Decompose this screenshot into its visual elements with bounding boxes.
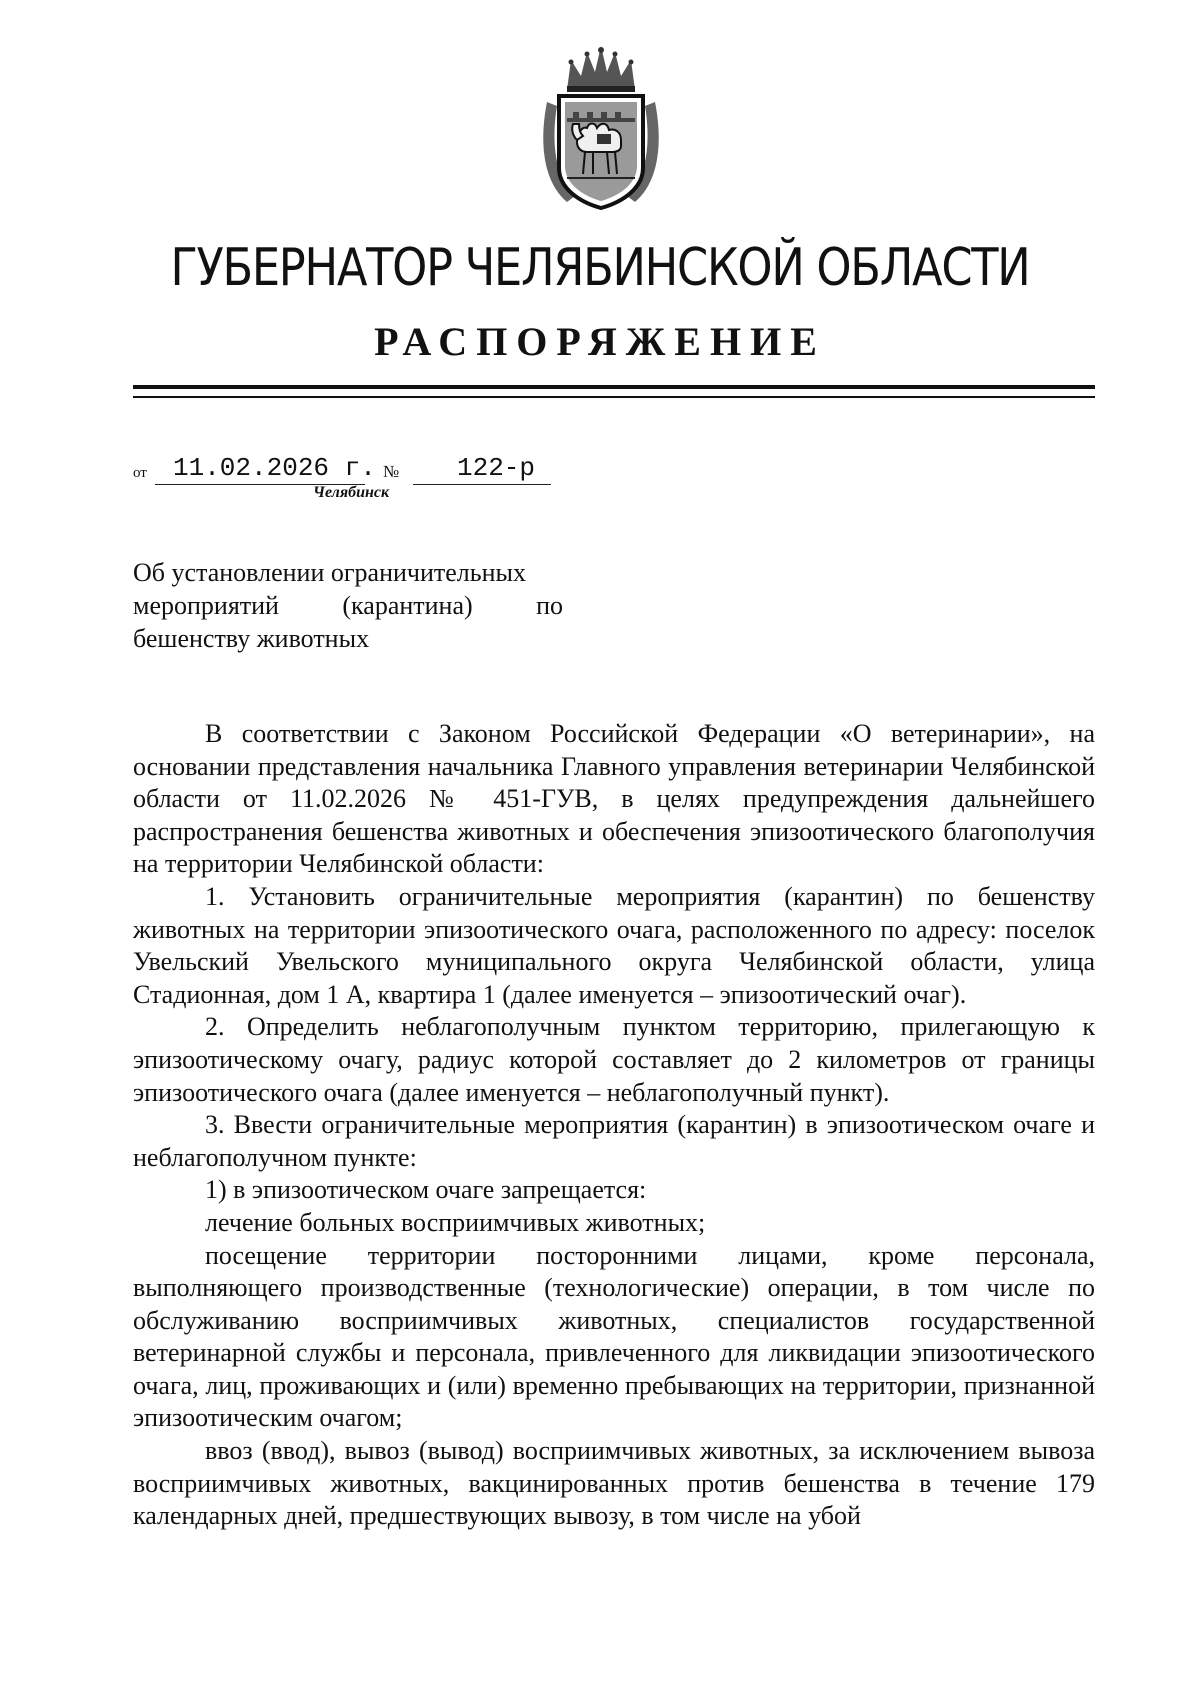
- document-city: Челябинск: [313, 484, 390, 501]
- body-paragraph: В соответствии с Законом Российской Федерации «О ветеринарии», на основании представления начальника Главного управления ветеринарии Челябинской области от 11.02.2026 № 451-ГУВ, в целях предупреждения дальнейшего распространения бешенства животных и обеспечения эпизоотического благополучия на территории Челябинской области:: [133, 719, 1095, 879]
- body-paragraph: лечение больных восприимчивых животных;: [205, 1207, 706, 1237]
- header-rule-thick: [133, 385, 1095, 389]
- document-date: 11.02.2026 г.: [155, 452, 365, 485]
- document-number: 122-р: [413, 452, 551, 485]
- body-paragraph: 3. Ввести ограничительные мероприятия (карантин) в эпизоотическом очаге и неблагополучном пункте:: [133, 1110, 1095, 1172]
- date-from-label: от: [133, 465, 147, 481]
- body-paragraph: ввоз (ввод), вывоз (вывод) восприимчивых животных, за исключением вывоза восприимчивых животных, вакцинированных против бешенства в течение 179 календарных дней, предшествующих вывозу, в том числе на убой: [133, 1436, 1095, 1531]
- subject-line: Об установлении ограничительных: [133, 558, 527, 587]
- chelyabinsk-coat-of-arms-icon: [537, 42, 665, 214]
- body-paragraph: посещение территории посторонними лицами, кроме персонала, выполняющего производственные (технологические) операции, в том числе по обслуживанию восприимчивых животных, специалистов государственной ветеринарной службы и персонала, привлеченного для ликвидации эпизоотического очага, лиц, проживающих и (или) временно пребывающих на территории, признанной эпизоотическим очагом;: [133, 1240, 1095, 1433]
- number-label: №: [383, 462, 400, 481]
- authority-title: ГУБЕРНАТОР ЧЕЛЯБИНСКОЙ ОБЛАСТИ: [170, 238, 1030, 298]
- subject-line: бешенству животных: [133, 624, 370, 653]
- subject-line: мероприятий (карантина) по: [133, 591, 563, 620]
- document-type: РАСПОРЯЖЕНИЕ: [374, 319, 826, 364]
- document-subject: [133, 556, 563, 655]
- body-paragraph: 1) в эпизоотическом очаге запрещается:: [205, 1175, 647, 1205]
- body-paragraph: 1. Установить ограничительные мероприятия (карантин) по бешенству животных на территории эпизоотического очага, расположенного по адресу: поселок Увельский Увельского муниципального округа Челябинской области, улица Стадионная, дом 1 А, квартира 1 (далее именуется – эпизоотический очаг).: [133, 881, 1095, 1009]
- body-paragraph: 2. Определить неблагополучным пунктом территорию, прилегающую к эпизоотическому очагу, радиус которой составляет до 2 километров от границы эпизоотического очага (далее именуется – неблагополучный пункт).: [133, 1012, 1095, 1107]
- header-rule-thin: [133, 396, 1095, 398]
- document-body: [133, 718, 1095, 1533]
